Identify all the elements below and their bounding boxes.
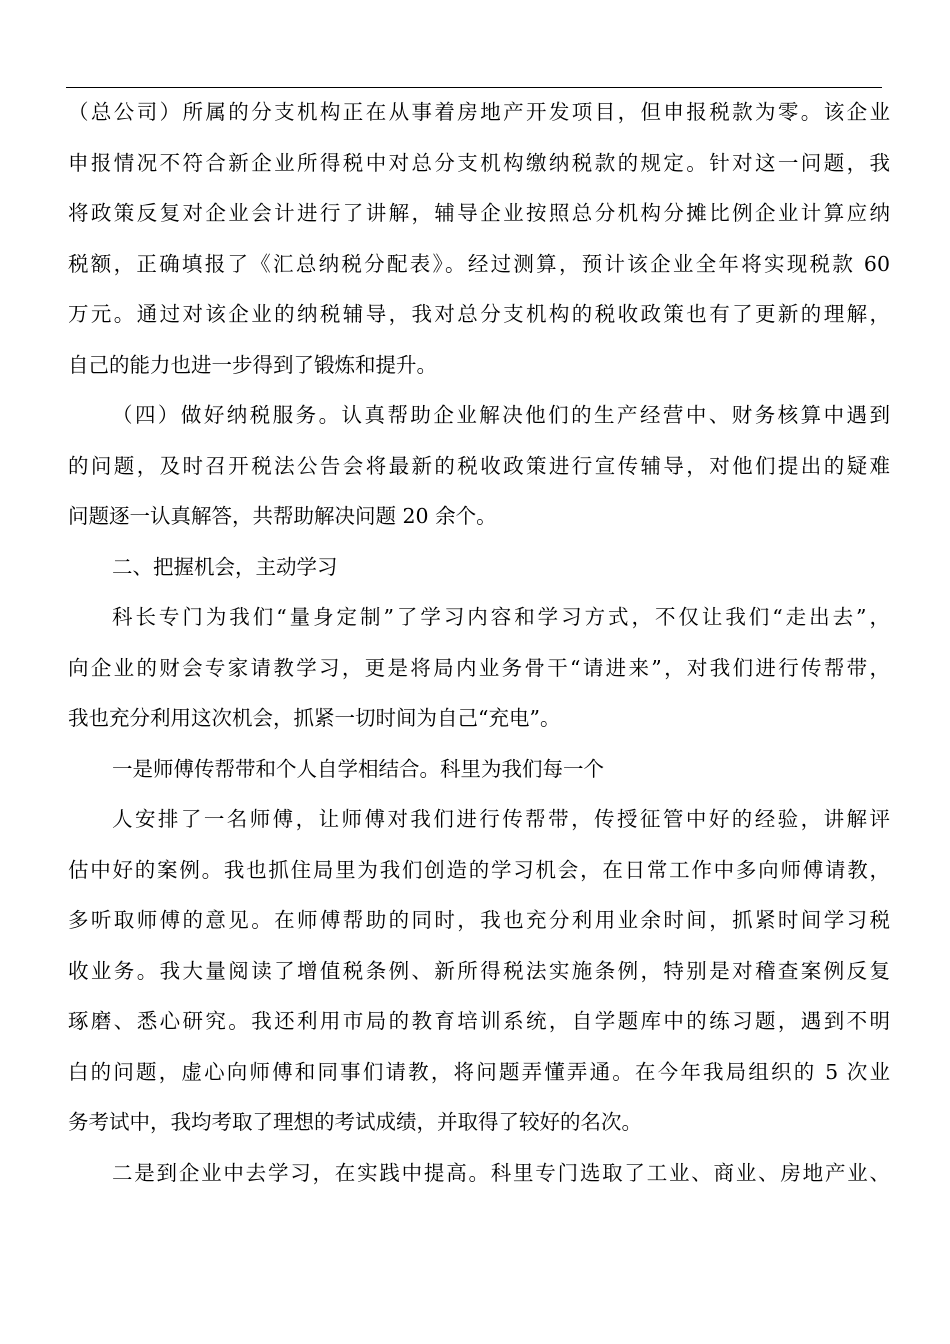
text-line: 白的问题，虚心向师傅和同事们请教，将问题弄懂弄通。在今年我局组织的 5 次业 bbox=[68, 1059, 890, 1084]
header-rule bbox=[66, 87, 882, 88]
text-line: 琢磨、悉心研究。我还利用市局的教育培训系统，自学题库中的练习题，遇到不明 bbox=[68, 1009, 890, 1033]
text-line: 问题逐一认真解答，共帮助解决问题 20 余个。 bbox=[68, 504, 497, 528]
text-line: 税额，正确填报了《汇总纳税分配表》。经过测算，预计该企业全年将实现税款 60 bbox=[68, 251, 890, 276]
paragraph-first-line: 科长专门为我们“量身定制”了学习内容和学习方式，不仅让我们“走出去”， bbox=[112, 605, 890, 629]
text-line: 万元。通过对该企业的纳税辅导，我对总分支机构的税收政策也有了更新的理解， bbox=[68, 302, 890, 326]
paragraph-first-line: 二是到企业中去学习，在实践中提高。科里专门选取了工业、商业、房地产业、 bbox=[112, 1160, 890, 1185]
text-line: 收业务。我大量阅读了增值税条例、新所得税法实施条例，特别是对稽查案例反复 bbox=[68, 958, 890, 983]
paragraph-first-line: 人安排了一名师傅，让师傅对我们进行传帮带，传授征管中好的经验，讲解评 bbox=[112, 807, 890, 831]
text-line: 务考试中，我均考取了理想的考试成绩，并取得了较好的名次。 bbox=[68, 1110, 642, 1134]
text-line: 多听取师傅的意见。在师傅帮助的同时，我也充分利用业余时间，抓紧时间学习税 bbox=[68, 908, 890, 932]
document-body bbox=[68, 94, 890, 1205]
paragraph-first-line: 一是师傅传帮带和个人自学相结合。科里为我们每一个 bbox=[112, 756, 604, 781]
text-line: 向企业的财会专家请教学习，更是将局内业务骨干“请进来”，对我们进行传帮带， bbox=[68, 655, 890, 680]
text-line: 将政策反复对企业会计进行了讲解，辅导企业按照总分机构分摊比例企业计算应纳 bbox=[68, 201, 890, 225]
text-line: 我也充分利用这次机会，抓紧一切时间为自己“充电”。 bbox=[68, 706, 561, 730]
section-heading: 二、把握机会，主动学习 bbox=[112, 554, 338, 579]
text-line: 估中好的案例。我也抓住局里为我们创造的学习机会，在日常工作中多向师傅请教， bbox=[68, 857, 890, 882]
text-line: 申报情况不符合新企业所得税中对总分支机构缴纳税款的规定。针对这一问题，我 bbox=[68, 150, 890, 175]
text-line: （总公司）所属的分支机构正在从事着房地产开发项目，但申报税款为零。该企业 bbox=[68, 100, 890, 124]
paragraph-first-line: （四）做好纳税服务。认真帮助企业解决他们的生产经营中、财务核算中遇到 bbox=[112, 403, 890, 427]
text-line: 的问题，及时召开税法公告会将最新的税收政策进行宣传辅导，对他们提出的疑难 bbox=[68, 453, 890, 478]
text-line: 自己的能力也进一步得到了锻炼和提升。 bbox=[68, 352, 437, 377]
